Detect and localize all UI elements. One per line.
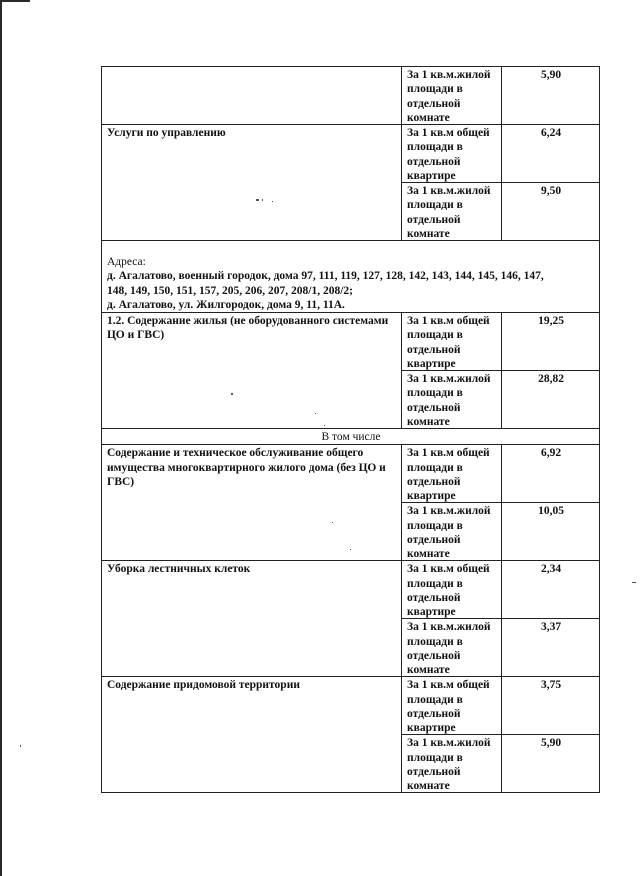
table-row [102,67,600,125]
unit-cell: За 1 кв.м.жилой площади в отдельной комнате [402,371,502,429]
value-cell: 2,34 [502,561,600,619]
scan-speck [350,549,351,550]
scan-speck [324,425,325,426]
value-cell: 19,25 [502,313,600,371]
scan-border-left [0,0,2,876]
table-row [102,561,600,619]
scan-speck [20,745,21,747]
section-title-cell: 1.2. Содержание жилья (не оборудованного системами ЦО и ГВС) [102,313,402,429]
value-cell: 5,90 [502,67,600,125]
service-cell: Услуги по управлению [102,125,402,241]
including-row [102,429,600,445]
unit-cell: За 1 кв.м.жилой площади в отдельной комнате [402,735,502,793]
unit-cell: За 1 кв.м.жилой площади в отдельной комнате [402,183,502,241]
unit-cell: За 1 кв.м общей площади в отдельной квартире [402,313,502,371]
scan-speck [315,413,316,414]
value-cell: 9,50 [502,183,600,241]
scan-speck [332,522,333,523]
value-cell: 28,82 [502,371,600,429]
table-row [102,677,600,735]
tariff-table [101,66,600,793]
scan-speck [256,199,259,201]
value-cell: 6,92 [502,445,600,503]
address-heading: Адреса: [107,256,146,268]
address-line: д. Агалатово, ул. Жилгородок, дома 9, 11, 11А. [107,298,345,311]
service-cell: Содержание придомовой территории [102,677,402,793]
including-cell: В том числе [102,429,600,445]
scan-speck [272,201,273,202]
service-cell: Содержание и техническое обслуживание общего имущества многоквартирного жилого дома (без ЦО и ГВС) [102,445,402,561]
scan-border-top [0,0,30,2]
unit-cell: За 1 кв.м общей площади в отдельной квартире [402,445,502,503]
value-cell: 5,90 [502,735,600,793]
table-row [102,445,600,503]
value-cell: 6,24 [502,125,600,183]
scan-speck [231,393,233,395]
unit-cell: За 1 кв.м.жилой площади в отдельной комнате [402,67,502,125]
address-line: 148, 149, 150, 151, 157, 205, 206, 207, 208/1, 208/2; [107,284,353,297]
address-row [102,241,600,313]
unit-cell: За 1 кв.м общей площади в отдельной квартире [402,561,502,619]
scan-speck [262,199,263,201]
value-cell: 3,75 [502,677,600,735]
scan-speck [632,582,636,583]
address-cell [102,241,600,313]
service-cell [102,67,402,125]
table-row [102,313,600,371]
unit-cell: За 1 кв.м общей площади в отдельной квартире [402,677,502,735]
unit-cell: За 1 кв.м общей площади в отдельной квартире [402,125,502,183]
unit-cell: За 1 кв.м.жилой площади в отдельной комнате [402,503,502,561]
value-cell: 10,05 [502,503,600,561]
unit-cell: За 1 кв.м.жилой площади в отдельной комнате [402,619,502,677]
value-cell: 3,37 [502,619,600,677]
service-cell: Уборка лестничных клеток [102,561,402,677]
table-row [102,125,600,183]
address-line: д. Агалатово, военный городок, дома 97, 111, 119, 127, 128, 142, 143, 144, 145, 146, 147, [107,270,544,283]
